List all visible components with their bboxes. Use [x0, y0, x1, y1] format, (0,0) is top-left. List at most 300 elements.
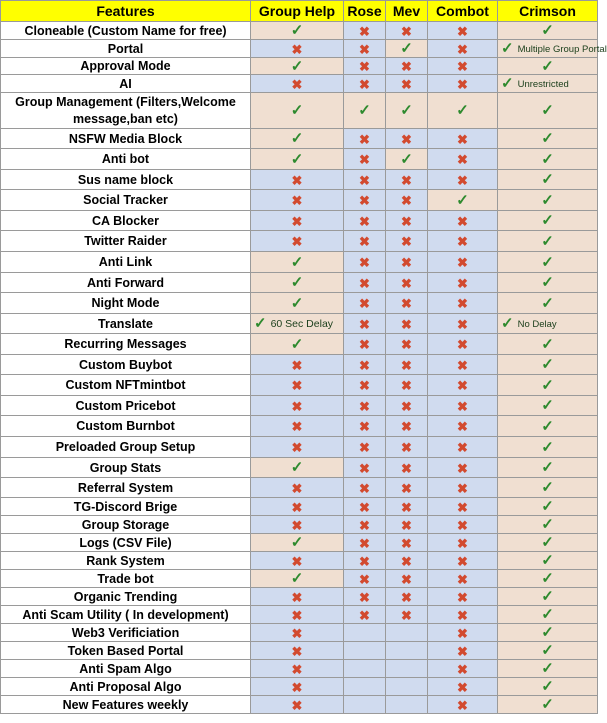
cell-rose	[344, 437, 386, 458]
check-icon: ✓	[541, 588, 554, 605]
cell-combot	[428, 22, 498, 40]
cross-icon: ✖	[457, 131, 468, 147]
cell-mev	[386, 293, 428, 314]
cross-icon: ✖	[359, 234, 370, 249]
cell-group-help	[251, 170, 344, 190]
cell-rose	[344, 149, 386, 170]
cell-mev	[386, 190, 428, 211]
table-row	[1, 293, 598, 314]
cell-crimson	[498, 552, 598, 570]
cross-icon: ✖	[359, 131, 370, 147]
check-icon: ✓	[541, 150, 554, 168]
cell-crimson	[498, 498, 598, 516]
check-icon: ✓	[290, 22, 304, 39]
cell-crimson	[498, 334, 598, 355]
cell-group-help	[251, 93, 344, 129]
check-icon: ✓	[290, 534, 304, 551]
cell-mev	[386, 75, 428, 93]
cross-icon: ✖	[457, 679, 468, 695]
cell-combot	[428, 252, 498, 273]
table-row	[1, 355, 598, 375]
cross-icon: ✖	[291, 378, 303, 393]
cell-rose	[344, 642, 386, 660]
header-row	[1, 1, 598, 22]
cell-crimson	[498, 231, 598, 252]
cell-mev	[386, 211, 428, 231]
check-icon: ✓	[290, 102, 304, 119]
cross-icon: ✖	[457, 440, 468, 455]
cell-crimson	[498, 416, 598, 437]
check-icon: ✓	[541, 459, 554, 476]
cross-icon: ✖	[457, 23, 468, 39]
cell-group-help	[251, 516, 344, 534]
cell-mev	[386, 570, 428, 588]
cell-crimson	[498, 478, 598, 498]
check-icon: ✓	[290, 294, 304, 312]
cross-icon: ✖	[291, 172, 303, 188]
table-row	[1, 660, 598, 678]
cell-note: Unrestricted	[517, 79, 569, 90]
check-icon: ✓	[541, 232, 554, 250]
check-icon: ✓	[290, 570, 304, 587]
table-row	[1, 190, 598, 211]
cell-combot	[428, 624, 498, 642]
cell-group-help	[251, 696, 344, 714]
feature-name: Anti Proposal Algo	[1, 678, 251, 696]
cross-icon: ✖	[457, 337, 468, 352]
check-icon: ✓	[541, 253, 554, 271]
cell-crimson	[498, 624, 598, 642]
cross-icon: ✖	[291, 480, 303, 496]
cross-icon: ✖	[457, 625, 468, 641]
cross-icon: ✖	[359, 213, 370, 229]
table-row	[1, 170, 598, 190]
cell-group-help	[251, 40, 344, 58]
cell-rose	[344, 293, 386, 314]
table-row	[1, 314, 598, 334]
cell-combot	[428, 696, 498, 714]
cell-group-help	[251, 211, 344, 231]
cell-crimson	[498, 534, 598, 552]
cross-icon: ✖	[401, 275, 412, 291]
cell-rose	[344, 93, 386, 129]
check-icon: ✓	[541, 642, 554, 659]
cell-rose	[344, 273, 386, 293]
cell-mev	[386, 678, 428, 696]
cell-mev	[386, 696, 428, 714]
cell-mev	[386, 498, 428, 516]
cell-rose	[344, 231, 386, 252]
cross-icon: ✖	[401, 517, 412, 533]
cell-group-help	[251, 624, 344, 642]
cross-icon: ✖	[359, 23, 370, 39]
check-icon: ✓	[501, 315, 514, 332]
table-body	[1, 22, 607, 714]
cell-combot	[428, 314, 498, 334]
feature-name: Portal	[1, 40, 251, 58]
cell-mev	[386, 624, 428, 642]
cell-crimson	[498, 58, 598, 75]
cell-rose	[344, 211, 386, 231]
cell-combot	[428, 75, 498, 93]
cell-crimson	[498, 93, 598, 129]
feature-name: Translate	[1, 314, 251, 334]
cell-combot	[428, 170, 498, 190]
header-combot: Combot	[428, 1, 498, 22]
feature-name: Twitter Raider	[1, 231, 251, 252]
cell-note: 60 Sec Delay	[270, 318, 334, 330]
check-icon: ✓	[541, 171, 554, 188]
table-row	[1, 22, 598, 40]
check-icon: ✓	[541, 438, 554, 456]
cell-combot	[428, 273, 498, 293]
cell-rose	[344, 458, 386, 478]
cross-icon: ✖	[359, 172, 370, 188]
check-icon: ✓	[541, 294, 554, 312]
cell-mev	[386, 552, 428, 570]
cross-icon: ✖	[457, 571, 468, 587]
cross-icon: ✖	[291, 607, 303, 623]
cross-icon: ✖	[359, 296, 370, 311]
table-row	[1, 478, 598, 498]
feature-name: Group Stats	[1, 458, 251, 478]
check-icon: ✓	[541, 57, 554, 75]
cell-rose	[344, 570, 386, 588]
table-row	[1, 516, 598, 534]
check-icon: ✓	[541, 397, 554, 414]
cell-combot	[428, 606, 498, 624]
cell-mev	[386, 437, 428, 458]
table-row	[1, 570, 598, 588]
cell-crimson	[498, 252, 598, 273]
table-row	[1, 458, 598, 478]
feature-name: Group Storage	[1, 516, 251, 534]
cross-icon: ✖	[401, 337, 412, 352]
check-icon: ✓	[290, 57, 304, 75]
feature-name: Recurring Messages	[1, 334, 251, 355]
cell-rose	[344, 75, 386, 93]
feature-name: Trade bot	[1, 570, 251, 588]
cross-icon: ✖	[401, 193, 412, 208]
cell-group-help	[251, 273, 344, 293]
cell-combot	[428, 40, 498, 58]
check-icon: ✓	[290, 150, 304, 168]
cross-icon: ✖	[401, 419, 412, 434]
cell-group-help	[251, 375, 344, 396]
cell-group-help	[251, 416, 344, 437]
cross-icon: ✖	[401, 59, 412, 74]
cell-mev	[386, 334, 428, 355]
table-row	[1, 129, 598, 149]
check-icon: ✓	[400, 150, 413, 168]
cross-icon: ✖	[401, 398, 412, 414]
cross-icon: ✖	[457, 296, 468, 311]
cross-icon: ✖	[457, 499, 468, 515]
cell-combot	[428, 570, 498, 588]
cross-icon: ✖	[401, 23, 412, 39]
check-icon: ✓	[501, 40, 514, 57]
table-row	[1, 606, 598, 624]
cell-group-help	[251, 437, 344, 458]
cross-icon: ✖	[291, 41, 303, 57]
check-icon: ✓	[290, 274, 304, 291]
cell-rose	[344, 534, 386, 552]
cross-icon: ✖	[457, 234, 468, 249]
cell-rose	[344, 190, 386, 211]
cell-mev	[386, 149, 428, 170]
check-icon: ✓	[290, 335, 304, 353]
feature-name: Custom Pricebot	[1, 396, 251, 416]
cell-mev	[386, 478, 428, 498]
cell-mev	[386, 314, 428, 334]
cell-crimson	[498, 458, 598, 478]
table-row	[1, 416, 598, 437]
cell-group-help	[251, 75, 344, 93]
check-icon: ✓	[541, 570, 554, 587]
feature-name: Sus name block	[1, 170, 251, 190]
table-row	[1, 211, 598, 231]
cell-combot	[428, 458, 498, 478]
cross-icon: ✖	[457, 553, 468, 569]
cross-icon: ✖	[457, 398, 468, 414]
cell-combot	[428, 498, 498, 516]
cross-icon: ✖	[401, 234, 412, 249]
cell-combot	[428, 516, 498, 534]
cell-crimson	[498, 211, 598, 231]
check-icon: ✓	[541, 212, 554, 229]
table-row	[1, 498, 598, 516]
check-icon: ✓	[541, 102, 554, 119]
check-icon: ✓	[541, 516, 554, 533]
cell-mev	[386, 516, 428, 534]
cell-crimson	[498, 437, 598, 458]
cell-combot	[428, 437, 498, 458]
cell-crimson	[498, 396, 598, 416]
cross-icon: ✖	[291, 643, 303, 659]
cell-combot	[428, 293, 498, 314]
cross-icon: ✖	[457, 419, 468, 434]
table-row	[1, 696, 598, 714]
cross-icon: ✖	[359, 571, 370, 587]
cross-icon: ✖	[359, 398, 370, 414]
cross-icon: ✖	[359, 316, 370, 332]
feature-name: New Features weekly	[1, 696, 251, 714]
cell-combot	[428, 534, 498, 552]
check-icon: ✓	[541, 696, 554, 713]
cross-icon: ✖	[291, 553, 303, 569]
feature-name: Anti Link	[1, 252, 251, 273]
cell-combot	[428, 190, 498, 211]
cell-crimson	[498, 642, 598, 660]
cross-icon: ✖	[401, 213, 412, 229]
feature-name: Approval Mode	[1, 58, 251, 75]
cell-group-help	[251, 22, 344, 40]
cross-icon: ✖	[291, 234, 303, 249]
check-icon: ✓	[541, 356, 554, 373]
feature-name: Rank System	[1, 552, 251, 570]
cross-icon: ✖	[457, 255, 468, 270]
check-icon: ✓	[400, 102, 413, 119]
cross-icon: ✖	[359, 255, 370, 270]
cell-rose	[344, 252, 386, 273]
cell-rose	[344, 396, 386, 416]
cell-combot	[428, 588, 498, 606]
cross-icon: ✖	[359, 378, 370, 393]
cross-icon: ✖	[401, 255, 412, 270]
feature-name: Group Management (Filters,Welcome message,ban etc)	[1, 93, 251, 129]
cell-mev	[386, 534, 428, 552]
cross-icon: ✖	[291, 697, 303, 713]
cross-icon: ✖	[457, 357, 468, 373]
cell-rose	[344, 40, 386, 58]
cell-mev	[386, 458, 428, 478]
cell-mev	[386, 231, 428, 252]
cell-mev	[386, 606, 428, 624]
cell-group-help	[251, 588, 344, 606]
cross-icon: ✖	[457, 643, 468, 659]
feature-name: Anti Spam Algo	[1, 660, 251, 678]
cell-rose	[344, 478, 386, 498]
cross-icon: ✖	[359, 607, 370, 623]
check-icon: ✓	[541, 274, 554, 291]
cell-mev	[386, 588, 428, 606]
cell-combot	[428, 334, 498, 355]
feature-name: Anti bot	[1, 149, 251, 170]
feature-name: Night Mode	[1, 293, 251, 314]
check-icon: ✓	[541, 498, 554, 515]
cell-group-help	[251, 478, 344, 498]
cell-rose	[344, 498, 386, 516]
cell-crimson	[498, 75, 598, 93]
cell-note: No Delay	[517, 319, 557, 330]
cell-rose	[344, 696, 386, 714]
cell-group-help	[251, 660, 344, 678]
cross-icon: ✖	[401, 76, 412, 92]
cross-icon: ✖	[457, 480, 468, 496]
cell-rose	[344, 552, 386, 570]
cross-icon: ✖	[359, 589, 370, 605]
cell-mev	[386, 416, 428, 437]
cell-crimson	[498, 588, 598, 606]
cell-rose	[344, 314, 386, 334]
cross-icon: ✖	[359, 440, 370, 455]
cell-rose	[344, 355, 386, 375]
check-icon: ✓	[541, 417, 554, 435]
check-icon: ✓	[358, 102, 371, 119]
cell-rose	[344, 129, 386, 149]
cell-group-help	[251, 334, 344, 355]
cross-icon: ✖	[457, 172, 468, 188]
feature-name: Custom Buybot	[1, 355, 251, 375]
cell-mev	[386, 93, 428, 129]
cross-icon: ✖	[401, 357, 412, 373]
cross-icon: ✖	[291, 193, 303, 208]
check-icon: ✓	[456, 191, 469, 209]
check-icon: ✓	[501, 75, 514, 92]
cell-rose	[344, 588, 386, 606]
cell-crimson	[498, 129, 598, 149]
cell-crimson	[498, 355, 598, 375]
table-row	[1, 231, 598, 252]
cross-icon: ✖	[401, 172, 412, 188]
cross-icon: ✖	[401, 440, 412, 455]
table-row	[1, 552, 598, 570]
cell-group-help	[251, 190, 344, 211]
cross-icon: ✖	[401, 499, 412, 515]
feature-name: Cloneable (Custom Name for free)	[1, 22, 251, 40]
table-row	[1, 588, 598, 606]
cell-combot	[428, 375, 498, 396]
header-crimson: Crimson	[498, 1, 598, 22]
cross-icon: ✖	[359, 419, 370, 434]
cell-crimson	[498, 678, 598, 696]
table-row	[1, 678, 598, 696]
header-features: Features	[1, 1, 251, 22]
feature-name: CA Blocker	[1, 211, 251, 231]
cell-mev	[386, 375, 428, 396]
cell-group-help	[251, 314, 344, 334]
cross-icon: ✖	[359, 553, 370, 569]
cell-mev	[386, 355, 428, 375]
cell-group-help	[251, 293, 344, 314]
cell-crimson	[498, 170, 598, 190]
cross-icon: ✖	[401, 378, 412, 393]
feature-name: Custom NFTmintbot	[1, 375, 251, 396]
cross-icon: ✖	[401, 296, 412, 311]
check-icon: ✓	[541, 660, 554, 677]
cross-icon: ✖	[401, 589, 412, 605]
cross-icon: ✖	[359, 152, 370, 167]
check-icon: ✓	[254, 315, 267, 332]
check-icon: ✓	[541, 376, 554, 394]
check-icon: ✓	[541, 552, 554, 569]
cross-icon: ✖	[401, 480, 412, 496]
cross-icon: ✖	[457, 607, 468, 623]
cell-mev	[386, 170, 428, 190]
cell-crimson	[498, 516, 598, 534]
cell-rose	[344, 516, 386, 534]
cell-crimson	[498, 40, 607, 58]
cell-combot	[428, 678, 498, 696]
cross-icon: ✖	[291, 440, 303, 455]
cell-mev	[386, 129, 428, 149]
cross-icon: ✖	[291, 357, 303, 373]
table-row	[1, 375, 598, 396]
cell-crimson	[498, 22, 598, 40]
cell-rose	[344, 624, 386, 642]
cell-group-help	[251, 606, 344, 624]
cross-icon: ✖	[401, 131, 412, 147]
cell-combot	[428, 231, 498, 252]
cell-crimson	[498, 273, 598, 293]
cell-mev	[386, 58, 428, 75]
cell-combot	[428, 211, 498, 231]
cross-icon: ✖	[359, 59, 370, 74]
cell-group-help	[251, 534, 344, 552]
feature-name: Custom Burnbot	[1, 416, 251, 437]
cell-rose	[344, 58, 386, 75]
cross-icon: ✖	[457, 41, 468, 57]
feature-name: TG-Discord Brige	[1, 498, 251, 516]
table-row	[1, 252, 598, 273]
header-rose: Rose	[344, 1, 386, 22]
cell-rose	[344, 660, 386, 678]
cross-icon: ✖	[457, 378, 468, 393]
feature-name: Referral System	[1, 478, 251, 498]
cross-icon: ✖	[401, 571, 412, 587]
cross-icon: ✖	[291, 76, 303, 92]
cell-mev	[386, 252, 428, 273]
